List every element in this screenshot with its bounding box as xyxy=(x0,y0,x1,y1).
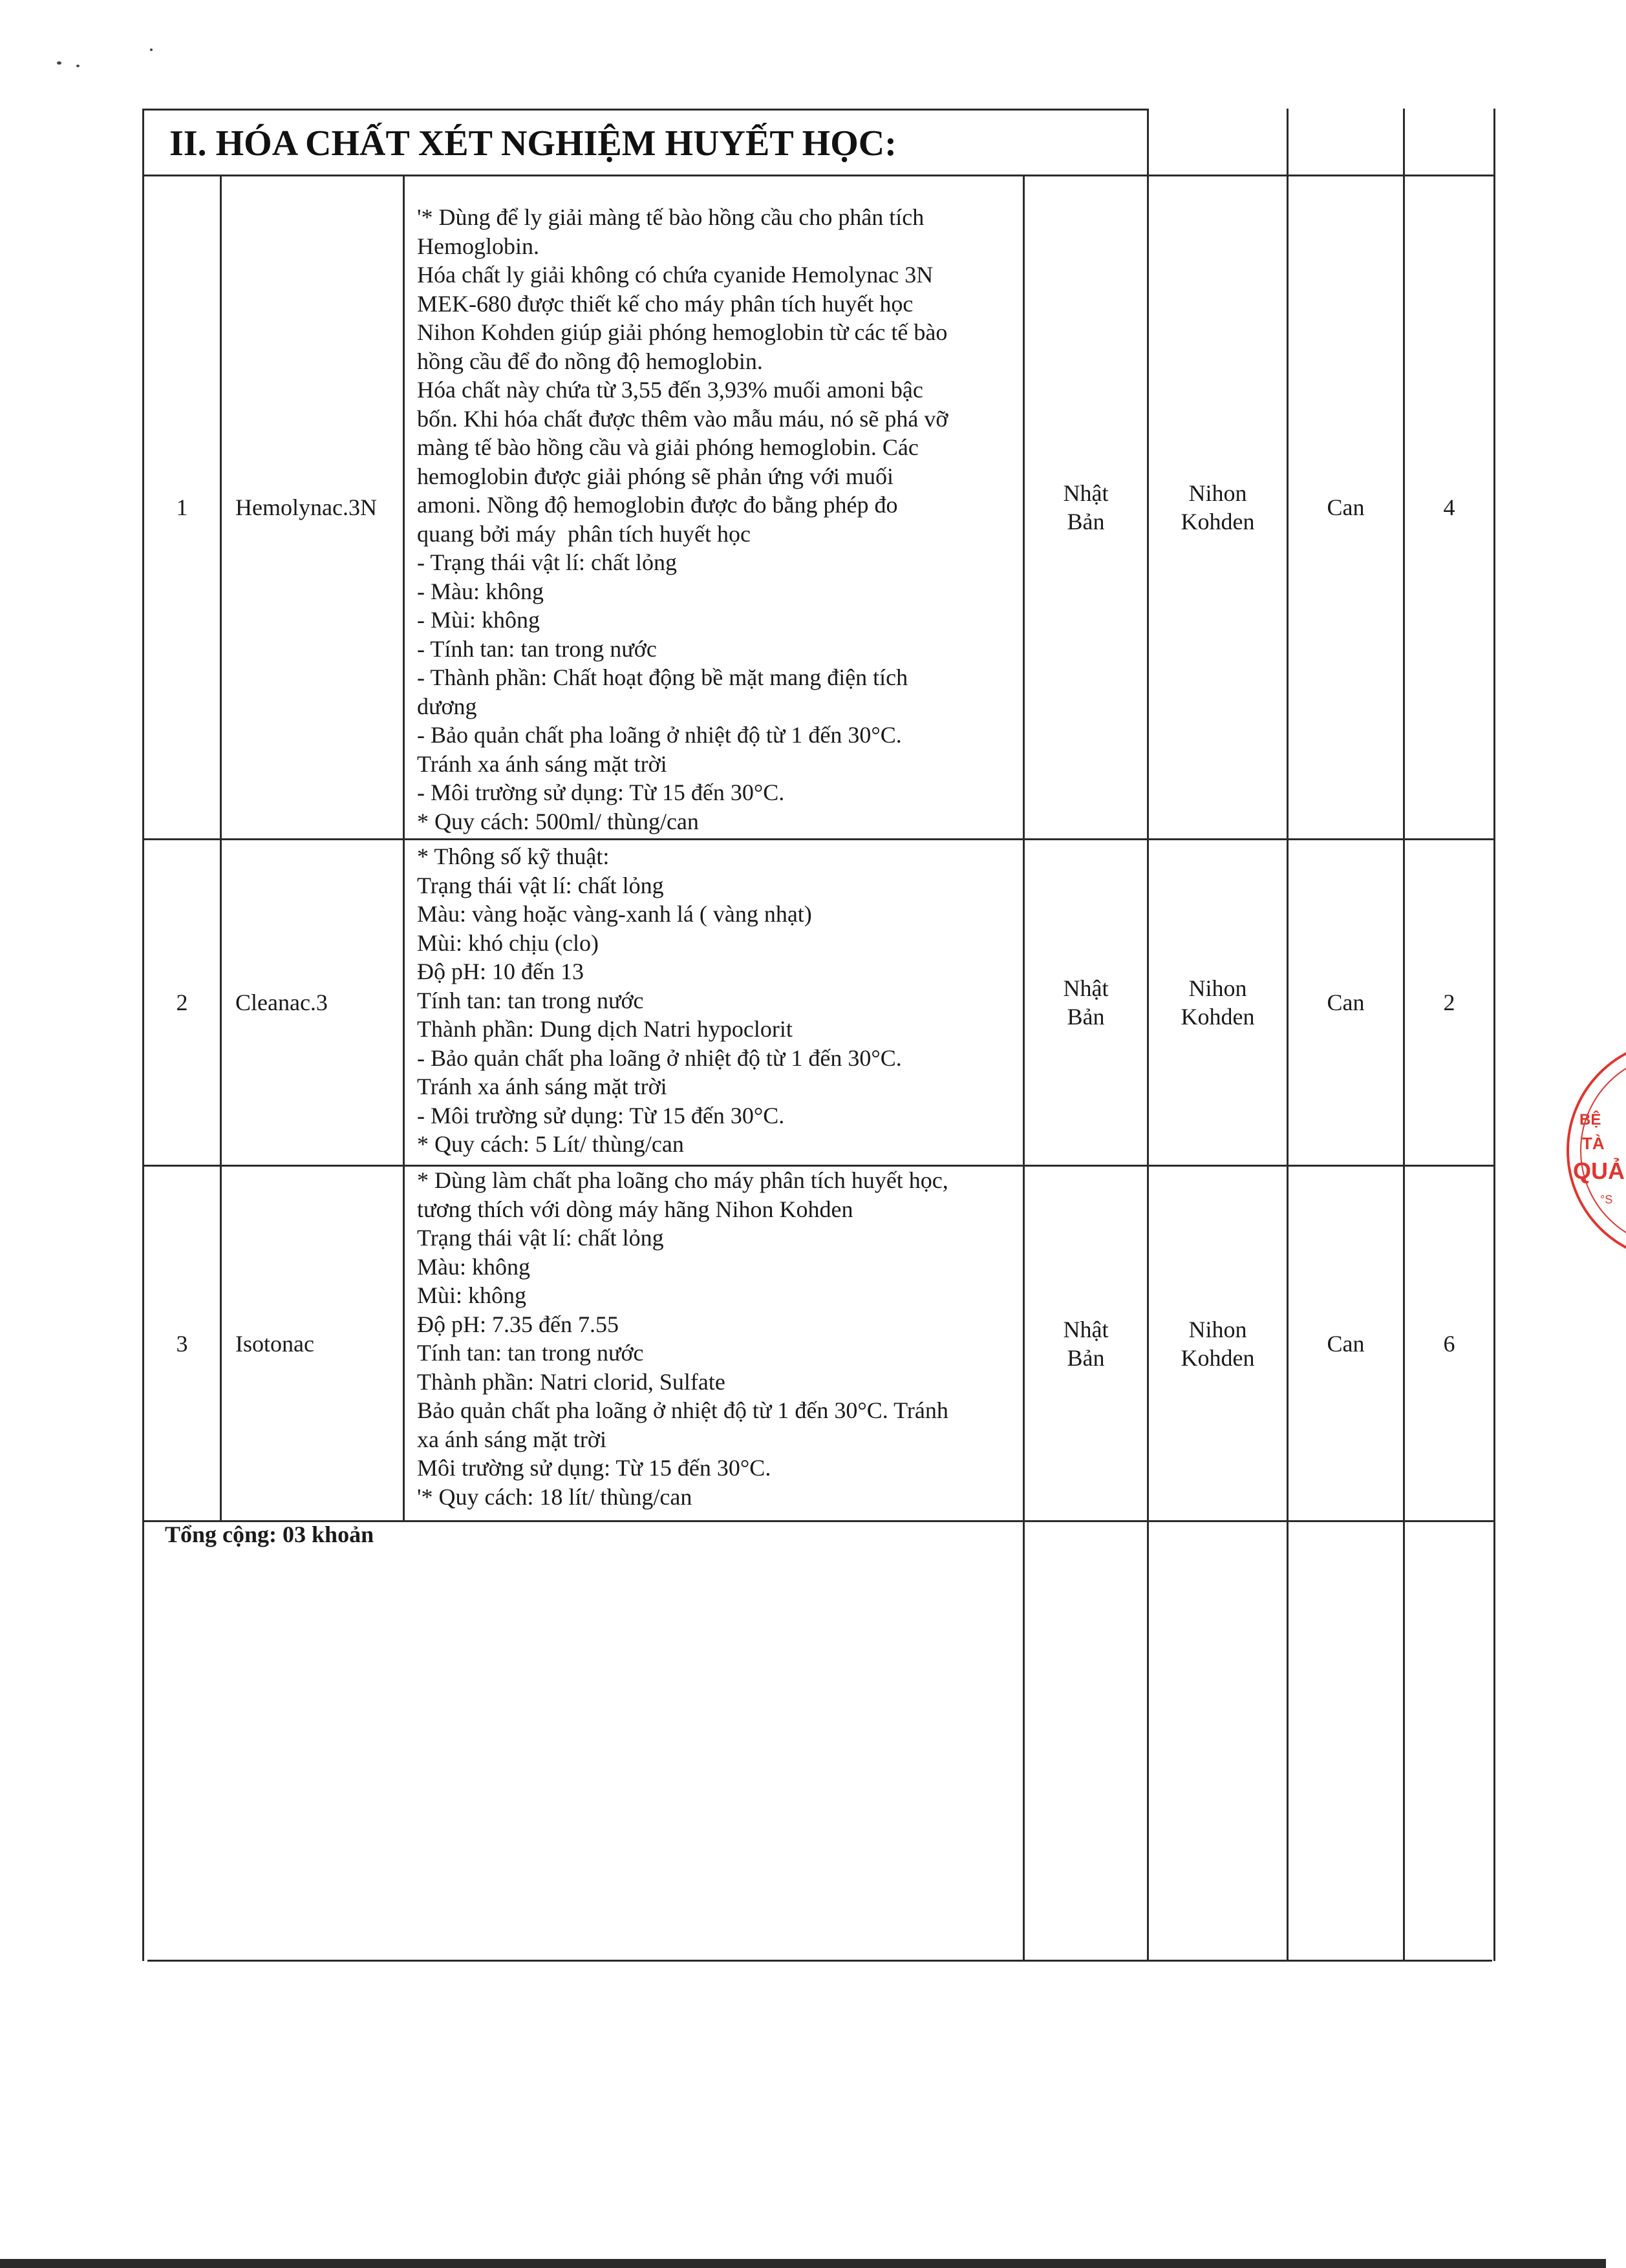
row-number: 1 xyxy=(176,494,188,520)
quantity: 6 xyxy=(1443,1330,1455,1357)
origin-country: Nhật Bản xyxy=(1063,480,1109,535)
svg-text:°S: °S xyxy=(1600,1193,1613,1206)
product-description: * Thông số kỹ thuật: Trạng thái vật lí: chất lỏng Màu: vàng hoặc vàng-xanh lá ( vàng nhạt) Mùi: khó chịu (clo) Độ pH: 10 đến 13 Tính tan: tan trong nước Thành phần: Dung dịch Natri hypoclorit - Bảo quản chất pha loãng ở nhiệt độ từ 1 đến 30°C. Tránh xa ánh sáng mặt trời - Môi trường sử dụng: Từ 15 đến 30°C. * Quy cách: 5 Lít/ thùng/can xyxy=(417,843,902,1157)
manufacturer: Nihon Kohden xyxy=(1181,1316,1255,1371)
svg-text:TÀ: TÀ xyxy=(1582,1134,1605,1153)
col-divider-no xyxy=(220,175,222,1522)
table-top-border xyxy=(142,109,1148,111)
row-number: 2 xyxy=(176,990,188,1015)
origin-country: Nhật Bản xyxy=(1063,1316,1109,1371)
product-description: '* Dùng để ly giải màng tế bào hồng cầu cho phân tích Hemoglobin. Hóa chất ly giải không có chứa cyanide Hemolynac 3N MEK-680 được thiết kế cho máy phân tích huyết học Nihon Kohden giúp giải phóng hemoglobin từ các tế bào hồng cầu để đo nồng độ hemoglobin. Hóa chất này chứa từ 3,55 đến 3,93% muối amoni bậc bốn. Khi hóa chất được thêm vào mẫu máu, nó sẽ phá vỡ màng tế bào hồng cầu và giải phóng hemoglobin. Các hemoglobin được giải phóng sẽ phản ứng với muối amoni. Nồng độ hemoglobin được đo bằng phép đo quang bởi máy phân tích huyết học - Trạng thái vật lí: chất lỏng - Màu: không - Mùi: không - Tính tan: tan trong nước - Thành phần: Chất hoạt động bề mặt mang điện tích dương - Bảo quản chất pha loãng ở nhiệt độ từ 1 đến 30°C. Tránh xa ánh sáng mặt trời - Môi trường sử dụng: Từ 15 đến 30°C. * Quy cách: 500ml/ thùng/can xyxy=(417,204,948,834)
stamp-graphic xyxy=(1548,1034,1626,1267)
product-name: Cleanac.3 xyxy=(235,990,328,1015)
svg-text:QUẢ: QUẢ xyxy=(1573,1158,1625,1184)
unit: Can xyxy=(1327,990,1365,1015)
manufacturer: Nihon Kohden xyxy=(1181,480,1255,535)
quantity: 4 xyxy=(1443,494,1455,520)
manufacturer: Nihon Kohden xyxy=(1181,975,1255,1030)
table-right-border xyxy=(1493,109,1495,1961)
col-divider-name xyxy=(403,175,405,1522)
unit: Can xyxy=(1327,1330,1365,1357)
origin-country: Nhật Bản xyxy=(1063,975,1109,1030)
row-number: 3 xyxy=(176,1330,188,1357)
scan-speck xyxy=(150,48,153,51)
table-bottom-border xyxy=(147,1960,1492,1962)
svg-text:BỆ: BỆ xyxy=(1579,1111,1601,1129)
scan-speck xyxy=(57,61,61,65)
product-description: * Dùng làm chất pha loãng cho máy phân tích huyết học, tương thích với dòng máy hãng Nihon Kohden Trạng thái vật lí: chất lỏng Màu: không Mùi: không Độ pH: 7.35 đến 7.55 Tính tan: tan trong nước Thành phần: Natri clorid, Sulfate Bảo quản chất pha loãng ở nhiệt độ từ 1 đến 30°C. Tránh xa ánh sáng mặt trời Môi trường sử dụng: Từ 15 đến 30°C. '* Quy cách: 18 lít/ thùng/can xyxy=(417,1167,948,1510)
scan-bottom-edge xyxy=(0,2259,1606,2268)
unit: Can xyxy=(1327,494,1365,520)
total-items: Tổng cộng: 03 khoản xyxy=(165,1521,374,1547)
scan-speck xyxy=(76,65,80,67)
official-stamp xyxy=(1548,1034,1626,1267)
section-title: II. HÓA CHẤT XÉT NGHIỆM HUYẾT HỌC: xyxy=(169,123,897,164)
quantity: 2 xyxy=(1443,990,1455,1015)
product-name: Isotonac xyxy=(235,1330,314,1357)
product-name: Hemolynac.3N xyxy=(235,494,377,520)
